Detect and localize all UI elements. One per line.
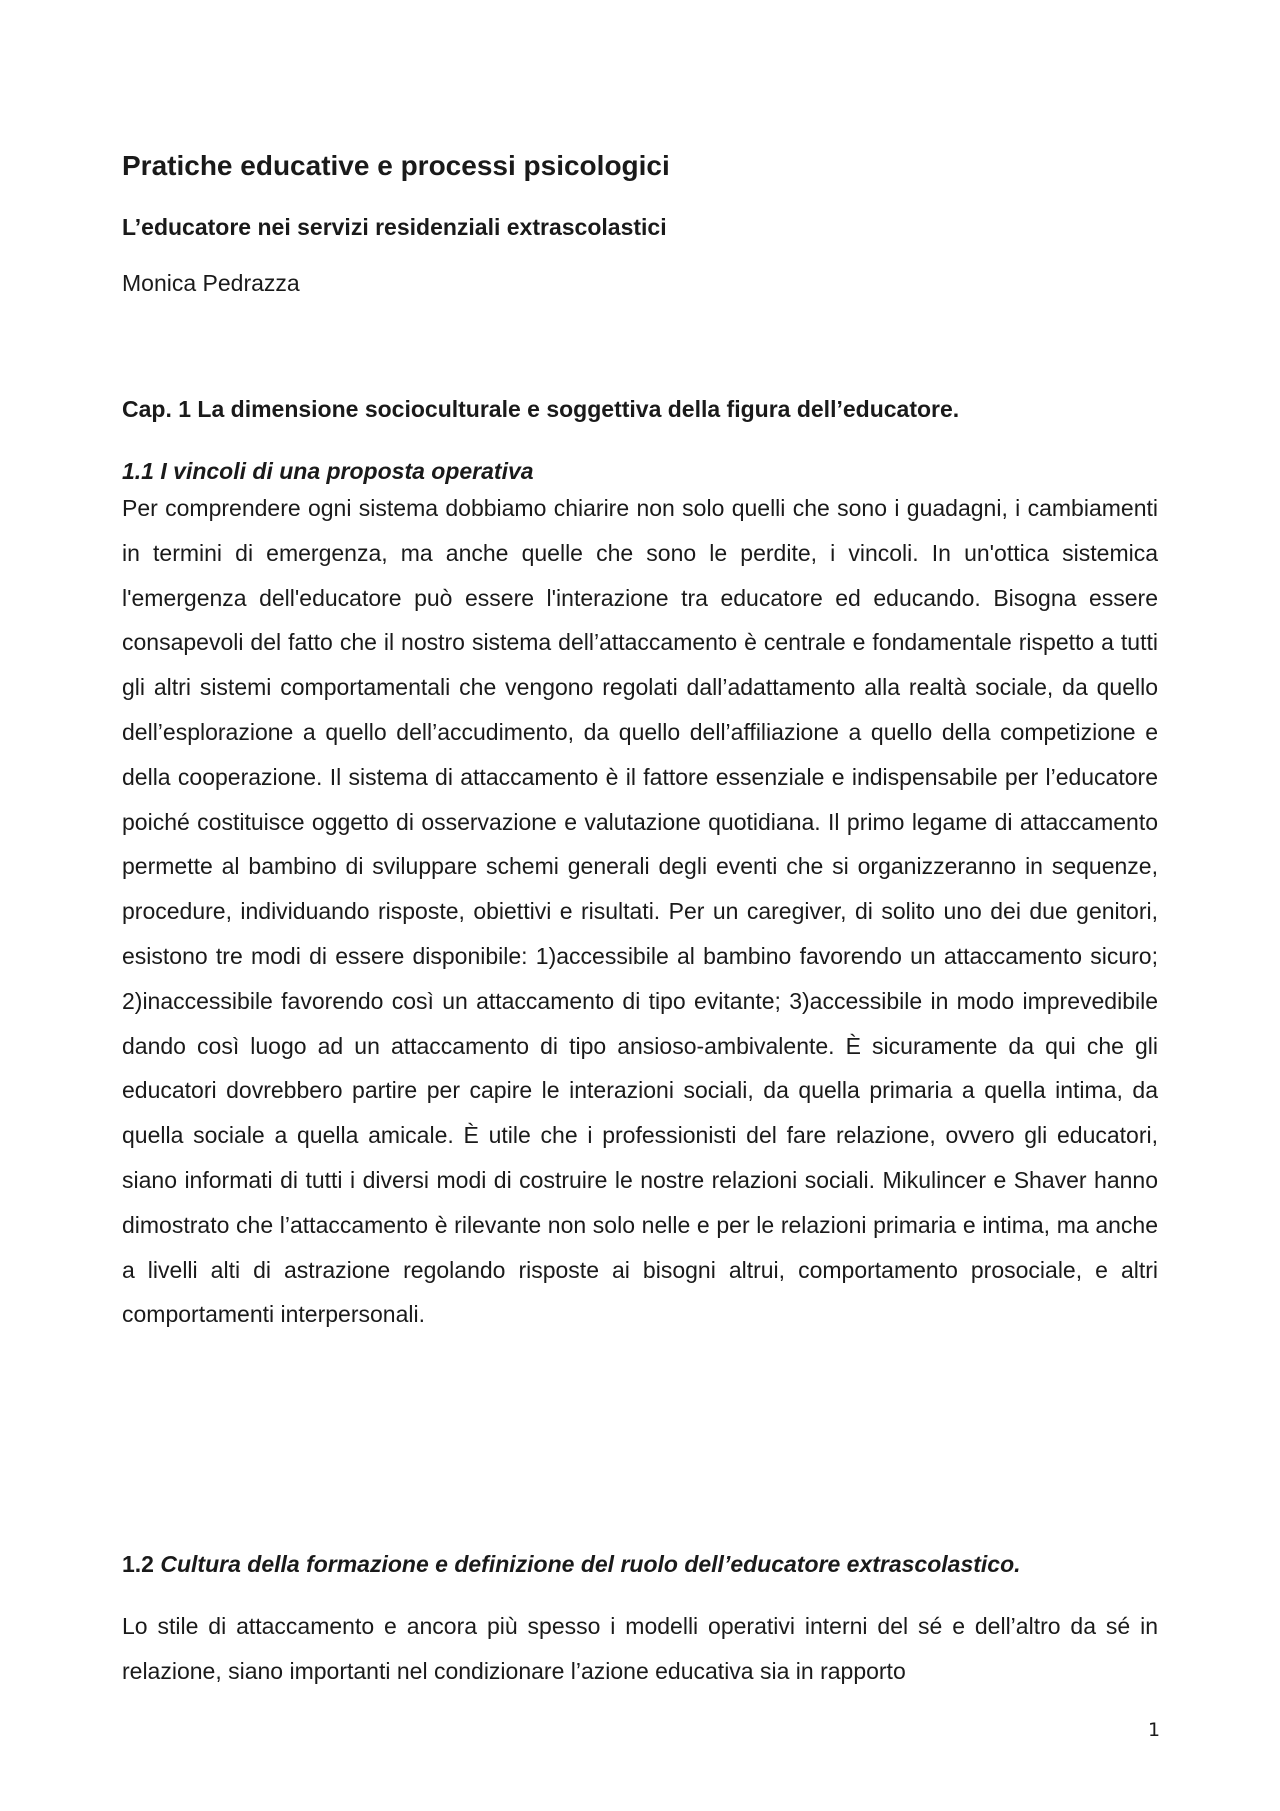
section-number: 1.2 [122, 1551, 154, 1577]
document-subtitle: L’educatore nei servizi residenziali extrascolastici [122, 214, 667, 240]
page-number: 1 [1148, 1719, 1161, 1741]
document-author: Monica Pedrazza [122, 270, 300, 296]
section-heading-1-1 [122, 458, 534, 485]
section-number: 1.1 [122, 458, 154, 484]
section-heading-1-2 [122, 1551, 1021, 1578]
section-title: I vincoli di una proposta operativa [160, 458, 534, 484]
section-1-1-paragraph: Per comprendere ogni sistema dobbiamo chiarire non solo quelli che sono i guadagni, i cambiamenti in termini di emergenza, ma anche quelle che sono le perdite, i vincoli. In un'ottica sistemica l'emergenza dell'educatore può essere l'interazione tra educatore ed educando. Bisogna essere consapevoli del fatto che il nostro sistema dell’attaccamento è centrale e fondamentale rispetto a tutti gli altri sistemi comportamentali che vengono regolati dall’adattamento alla realtà sociale, da quello dell’esplorazione a quello dell’accudimento, da quello dell’affiliazione a quello della competizione e della cooperazione. Il sistema di attaccamento è il fattore essenziale e indispensabile per l’educatore poiché costituisce oggetto di osservazione e valutazione quotidiana. Il primo legame di attaccamento permette al bambino di sviluppare schemi generali degli eventi che si organizzeranno in sequenze, procedure, individuando risposte, obiettivi e risultati. Per un caregiver, di solito uno dei due genitori, esistono tre modi di essere disponibile: 1)accessibile al bambino favorendo un attaccamento sicuro; 2)inaccessibile favorendo così un attaccamento di tipo evitante; 3)accessibile in modo imprevedibile dando così luogo ad un attaccamento di tipo ansioso-ambivalente. È sicuramente da qui che gli educatori dovrebbero partire per capire le interazioni sociali, da quella primaria a quella intima, da quella sociale a quella amicale. È utile che i professionisti del fare relazione, ovvero gli educatori, siano informati di tutti i diversi modi di costruire le nostre relazioni sociali. Mikulincer e Shaver hanno dimostrato che l’attaccamento è rilevante non solo nelle e per le relazioni primaria e intima, ma anche a livelli alti di astrazione regolando risposte ai bisogni altrui, comportamento prosociale, e altri comportamenti interpersonali. [122, 495, 1158, 1328]
section-1-2-paragraph: Lo stile di attaccamento e ancora più spesso i modelli operativi interni del sé e dell’altro da sé in relazione, siano importanti nel condizionare l’azione educativa sia in rapporto [122, 1613, 1158, 1684]
document-title: Pratiche educative e processi psicologici [122, 150, 670, 181]
chapter-heading: Cap. 1 La dimensione socioculturale e soggettiva della figura dell’educatore. [122, 396, 960, 422]
section-title: Cultura della formazione e definizione del ruolo dell’educatore extrascolastico. [160, 1551, 1021, 1577]
